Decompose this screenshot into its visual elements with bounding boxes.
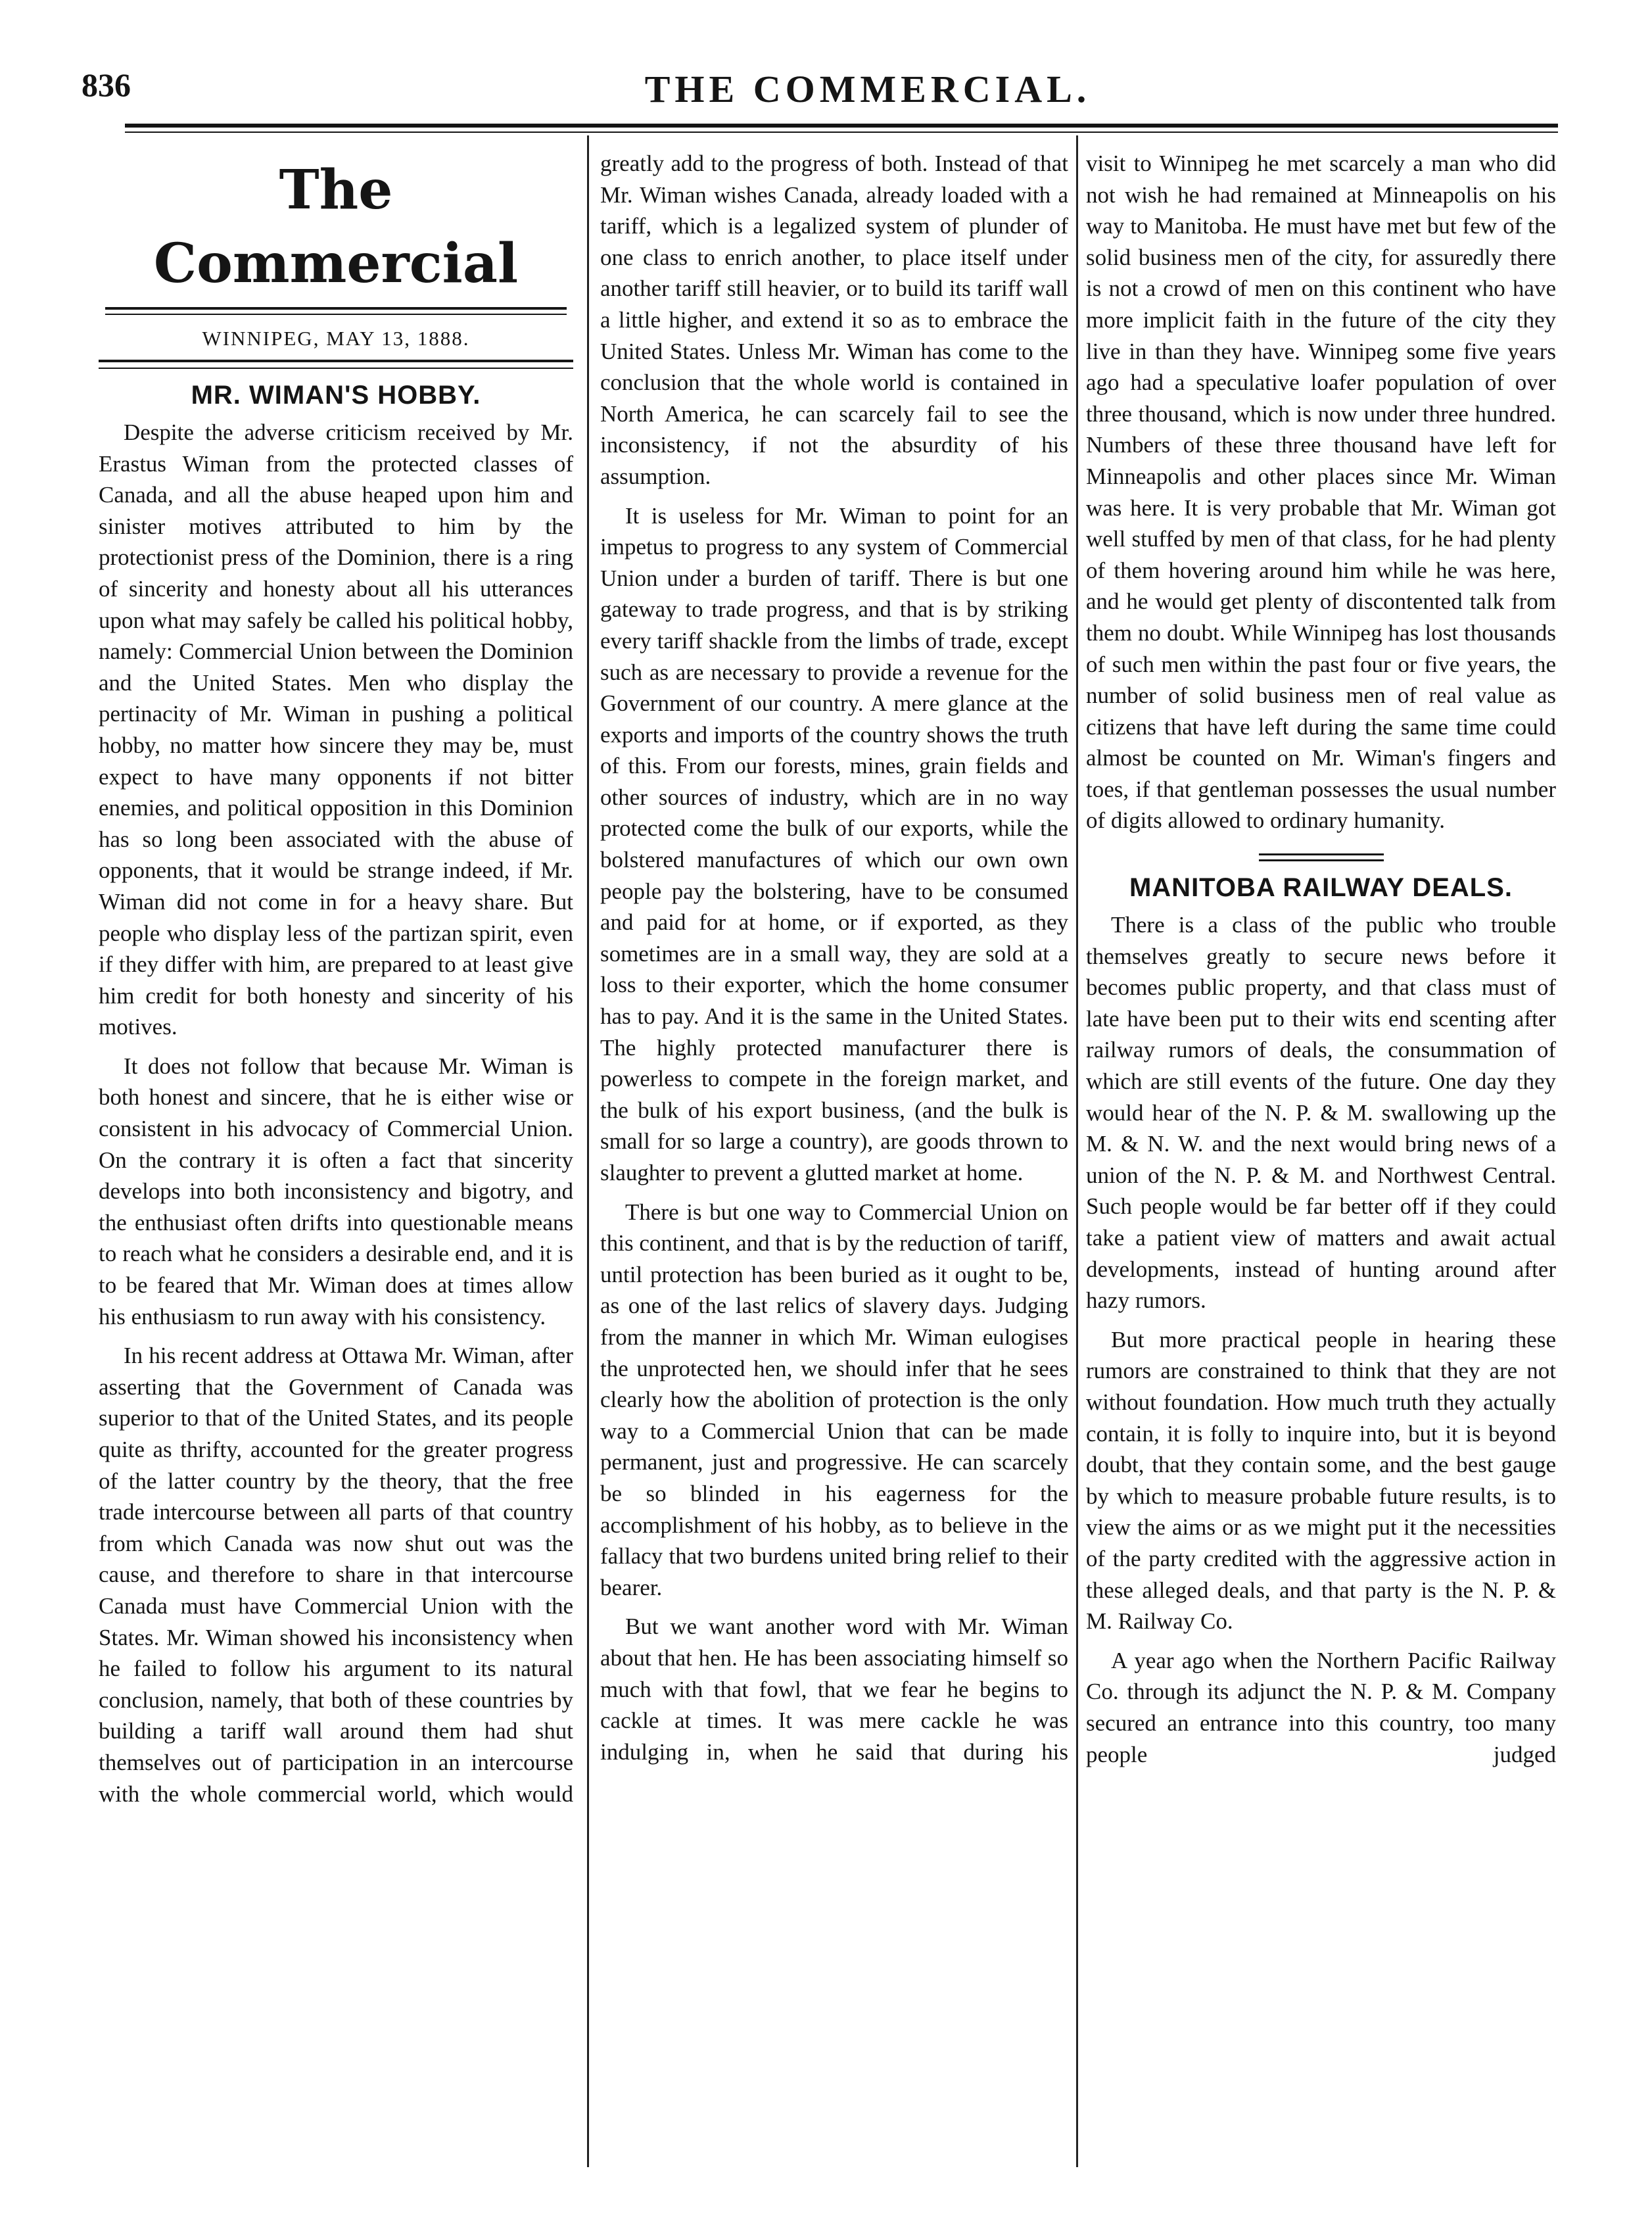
- article-paragraph: It is useless for Mr. Wiman to point for an impetus to progress to any system of Commercial Union under a burden of tariff. There is but one gateway to trade progress, and that is by striking every tariff shackle from the limbs of trade, except such as are necessary to provide a revenue for the Government of our country. A mere glance at the exports and imports of the country shows the truth of this. From our forests, mines, grain fields and other sources of industry, which are in no way protected come the bulk of our exports, while the bolstered manufactures of which our own own people pay the bolstering, have to be consumed and paid for at home, or if exported, as they sometimes are in a small way, they are sold at a loss to their exporter, which the home consumer has to pay. And it is the same in the United States. The highly protected manufacturer there is powerless to compete in the foreign market, and the bulk of his export business, (and the bulk is small for so large a country), are goods thrown to slaughter to prevent a glutted market at home.: [600, 502, 1068, 1185]
- article-paragraph: In his recent address at Ottawa Mr. Wiman, after asserting that the Government of Canada was superior to that of the United States, and its people quite as thrifty, accounted for the greater progress of the latter country by the theory, that the free trade intercourse between all parts of that country from which Canada was now shut out was the cause, and therefore to share in that intercourse Canada must have Commercial Union with the States. Mr. Wiman showed his inconsistency when he failed to follow his argument to its natural conclusion, namely, that both of these countries by building a tariff wall around them had shut themselves out of participation in an intercourse with the whole commercial world, which would: [99, 1343, 573, 1807]
- article-paragraph: There is but one way to Commercial Union on this continent, and that is by the reduction of tariff, until protection has been buried as it ought to be, as one of the last relics of slavery days. Judging from the manner in which Mr. Wiman eulogises the unprotected hen, we should infer that he sees clearly how the abolition of protection is the only way to a Commercial Union that can be made permanent, just and progressive. He can scarcely be so blinded in his eagerness for the accomplishment of his hobby, as to believe in the fallacy that two burdens united bring relief to their bearer.: [600, 1199, 1068, 1600]
- article-heading: MR. WIMAN'S HOBBY.: [191, 381, 481, 410]
- masthead-rule: [105, 307, 567, 310]
- column-3: [1086, 148, 1556, 1778]
- column-divider-1: [587, 135, 589, 2167]
- article-paragraph: But more practical people in hearing these rumors are constrained to think that they are not without foundation. How much truth they actually contain, it is folly to inquire into, but it is beyond doubt, that they contain some, and the best gauge by which to measure probable future results, is to view the aims or as we might put it the necessities of the party credited with the aggressive action in these alleged deals, and that party is the N. P. & M. Railway Co.: [1086, 1326, 1556, 1635]
- page-number: 836: [82, 66, 131, 103]
- masthead-title: The Commercial: [153, 158, 519, 295]
- article-paragraph: There is a class of the public who trouble themselves greatly to secure news before it becomes public property, and that class must of late have been put to their wits end scenting after railway rumors of deals, the consummation of which are still events of the future. One day they would hear of the N. P. & M. swallowing up the M. & N. W. and the next would bring news of a union of the N. P. & M. and Northwest Central. Such people would be far better off if they could take a patient view of matters and await actual developments, instead of hunting around after hazy rumors.: [1086, 912, 1556, 1314]
- masthead-rule-thin: [105, 314, 567, 315]
- article-paragraph: Despite the adverse criticism received by Mr. Erastus Wiman from the protected classes of Canada, and all the abuse heaped upon him and sinister motives attributed to him by the protectionist press of the Dominion, there is a ring of sincerity and honesty about all his utterances upon what may safely be called his political hobby, namely: Commercial Union between the Dominion and the United States. Men who display the pertinacity of Mr. Wiman in pushing a political hobby, no matter how sincere they may be, must expect to have many opponents if not bitter enemies, and political opposition in this Dominion has so long been associated with the abuse of opponents, that it would be strange indeed, if Mr. Wiman did not come in for a heavy share. But people who display less of the partizan spirit, even if they differ with him, are prepared to at least give him credit for both honesty and sincerity of his motives.: [99, 419, 573, 1040]
- article-heading: MANITOBA RAILWAY DEALS.: [1129, 873, 1513, 903]
- running-title: THE COMMERCIAL.: [644, 68, 1091, 110]
- dateline: WINNIPEG, MAY 13, 1888.: [202, 327, 470, 350]
- article-separator-rule: [1259, 853, 1384, 855]
- column-2: [600, 148, 1068, 1775]
- column-divider-2: [1076, 135, 1078, 2167]
- section-rule: [99, 360, 573, 362]
- header-rule-thick: [125, 124, 1558, 128]
- section-rule-thin: [99, 368, 573, 369]
- article-paragraph: greatly add to the progress of both. Instead of that Mr. Wiman wishes Canada, already loaded with a tariff, which is a legalized system of plunder of one class to enrich another, to place itself under another tariff still heavier, or to build its tariff wall a little higher, and extend it so as to embrace the United States. Unless Mr. Wiman has come to the conclusion that the whole world is contained in North America, he can scarcely fail to see the inconsistency, if not the absurdity of his assumption.: [600, 151, 1068, 489]
- article-paragraph: It does not follow that because Mr. Wiman is both honest and sincere, that he is either wise or consistent in his advocacy of Commercial Union. On the contrary it is often a fact that sincerity develops into both inconsistency and bigotry, and the enthusiast often drifts into questionable means to reach what he considers a desirable end, and it is to be feared that Mr. Wiman does at times allow his enthusiasm to run away with his consistency.: [99, 1053, 573, 1329]
- article-separator-rule: [1259, 859, 1384, 861]
- header-rule-thin: [125, 132, 1558, 133]
- article-paragraph: A year ago when the Northern Pacific Railway Co. through its adjunct the N. P. & M. Company secured an entrance into this country, too many people judged: [1086, 1647, 1556, 1767]
- article-paragraph: But we want another word with Mr. Wiman about that hen. He has been associating himself so much with that fowl, that we fear he begins to cackle at times. It was mere cackle he was indulging in, when he said that during his: [600, 1614, 1068, 1765]
- column-1: [99, 148, 573, 1817]
- article-paragraph: visit to Winnipeg he met scarcely a man who did not wish he had remained at Minneapolis on his way to Manitoba. He must have met but few of the solid business men of the city, for assuredly there is not a crowd of men on this continent who have more implicit faith in the future of the city they live in than they have. Winnipeg some five years ago had a speculative loafer population of over three thousand, which is now under three hundred. Numbers of these three thousand have left for Minneapolis and other places since Mr. Wiman was here. It is very probable that Mr. Wiman got well stuffed by men of that class, for he had plenty of them hovering around him while he was here, and he would get plenty of discontented talk from them no doubt. While Winnipeg has lost thousands of such men within the past four or five years, the number of solid business men of real value as citizens that have left during the same time could almost be counted on Mr. Wiman's fingers and toes, if that gentleman possesses the usual number of digits allowed to ordinary humanity.: [1086, 151, 1556, 834]
